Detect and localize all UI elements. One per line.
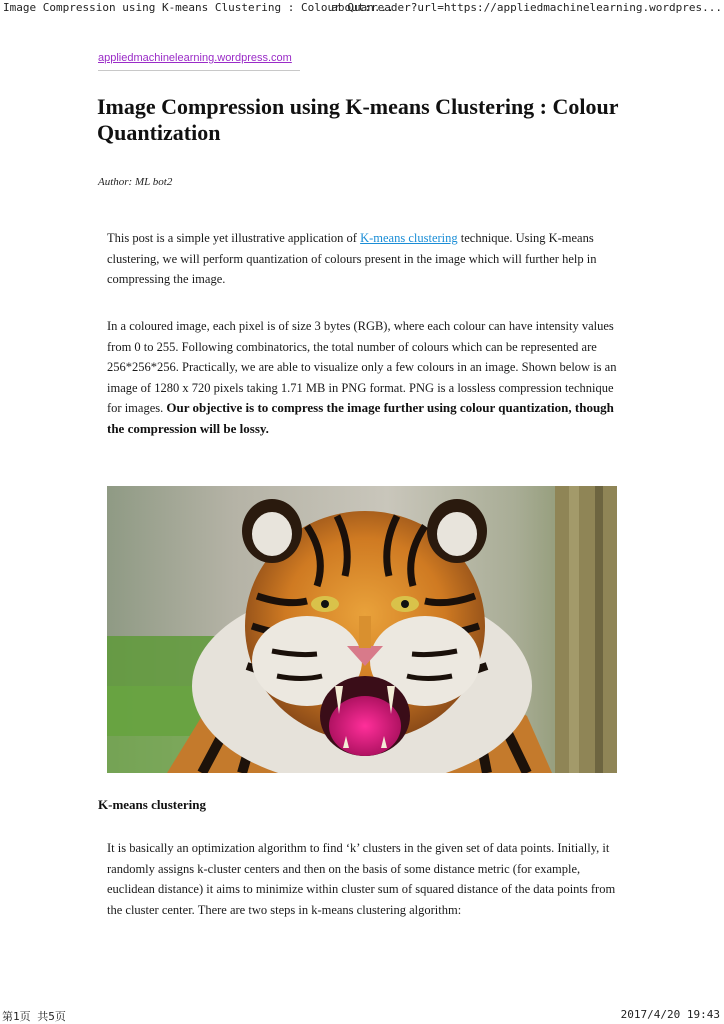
print-datetime: 2017/4/20 19:43 [620,1008,720,1021]
kmeans-clustering-link[interactable]: K-means clustering [360,231,458,245]
section-heading-kmeans: K-means clustering [98,797,206,812]
page-counter: 第1页 共5页 [2,1010,66,1023]
tiger-image [107,486,617,773]
print-header-url: about:reader?url=https://appliedmachinelearning.wordpres... [331,1,722,14]
article-byline: Author: ML bot2 [98,176,173,188]
tiger-illustration [107,486,617,773]
rgb-paragraph-text: In a coloured image, each pixel is of size 3 bytes (RGB), where each colour can have intensity values from 0 to 255. Following combinatorics, the total number of colours which can be represented are 256*256*256. Practically, we are able to visualize only a few colours in an image. Shown below is an image of 1280 x 720 pixels taking 1.71 MB in PNG format. PNG is a lossless compression technique for images. [107,319,617,415]
article-title: Image Compression using K-means Clustering : Colour Quantization [97,94,619,145]
print-header [0,0,724,16]
intro-text-before: This post is a simple yet illustrative application of [107,231,361,245]
domain-divider [98,70,300,71]
kmeans-paragraph: It is basically an optimization algorithm to find ‘k’ clusters in the given set of data points. Initially, it randomly assigns k-cluster centers and then on the basis of some distance metric (for example, euclidean distance) it aims to minimize within cluster sum of squared distance of the data points from the cluster center. There are two steps in k-means clustering algorithm: [107,841,616,917]
intro-paragraph [107,228,622,290]
objective-bold-text: Our objective is to compress the image further using colour quantization, though the compression will be lossy. [107,400,614,436]
print-header-title: Image Compression using K-means Clustering : Colour Quan... [3,1,394,14]
intro-text-after: technique. Using K-means clustering, we will perform quantization of colours present in the image which will further help in compressing the image. [107,231,597,286]
print-footer [0,1007,724,1023]
rgb-paragraph [107,316,622,439]
site-domain-link[interactable]: appliedmachinelearning.wordpress.com [98,52,292,64]
